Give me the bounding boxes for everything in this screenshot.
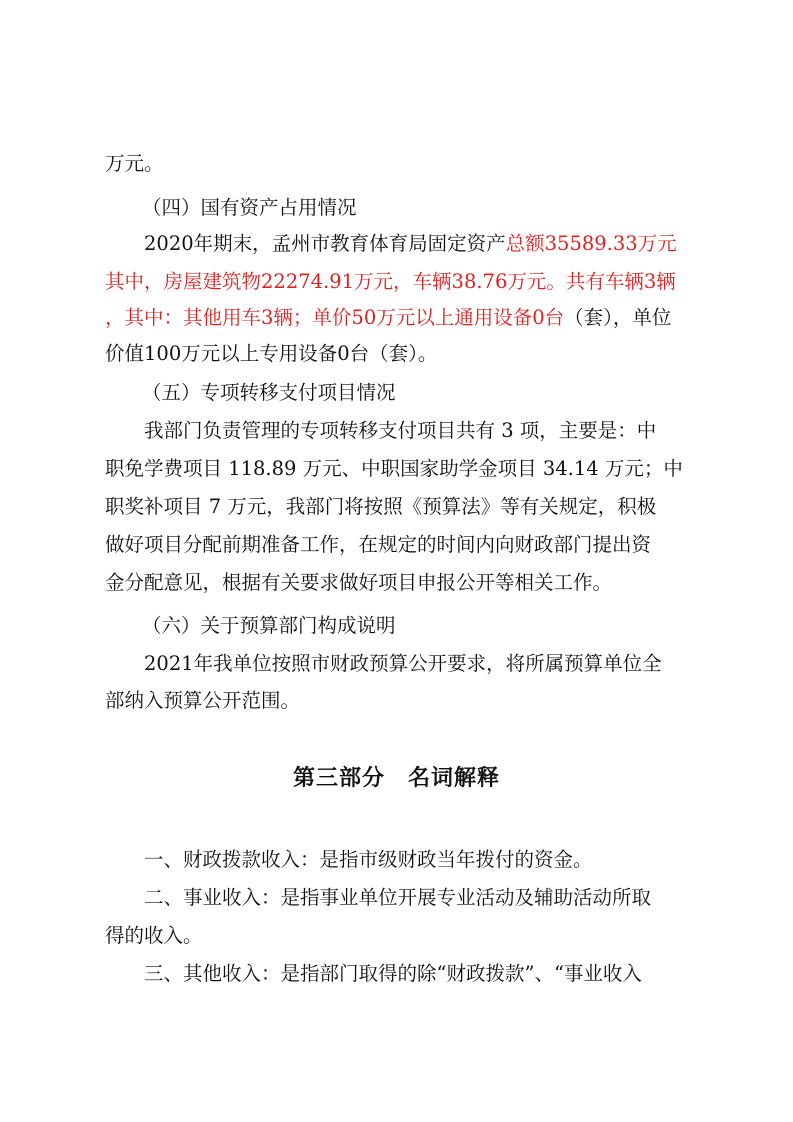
line-segment-highlight: ，其中：其他用车3辆；单价50万元以上通用设备0台 — [105, 306, 565, 329]
text-line-9 — [105, 457, 683, 481]
line-segment: 我部门负责管理的专项转移支付项目共有 3 项，主要是：中 — [144, 419, 657, 442]
text-line-10 — [105, 495, 656, 519]
text-line-18 — [105, 924, 203, 948]
line-segment-highlight: 总额35589.33万元 — [505, 232, 677, 255]
text-line-3 — [144, 232, 677, 256]
line-segment: （四）国有资产占用情况 — [142, 196, 357, 219]
line-segment: （套），单位 — [564, 306, 672, 329]
line-segment: 做好项目分配前期准备工作，在规定的时间内向财政部门提出资 — [105, 533, 652, 556]
text-line-8 — [144, 419, 656, 443]
subheading-five — [142, 381, 396, 405]
line-segment: （五）专项转移支付项目情况 — [142, 381, 396, 404]
line-segment: 金分配意见，根据有关要求做好项目申报公开等相关工作。 — [105, 571, 613, 594]
text-line-6 — [105, 342, 437, 366]
text-line-16 — [144, 848, 593, 872]
line-segment-highlight: 其中，房屋建筑物22274.91万元，车辆38.76万元。共有车辆3辆 — [105, 270, 676, 293]
text-line-15 — [105, 689, 300, 713]
line-segment: 万元。 — [105, 152, 164, 175]
line-segment: （六）关于预算部门构成说明 — [142, 614, 396, 637]
text-line-1 — [105, 152, 164, 176]
line-segment: 2020年期末，孟州市教育体育局固定资产 — [144, 232, 506, 255]
line-segment: 职奖补项目 7 万元，我部门将按照《预算法》等有关规定，积极 — [105, 495, 657, 518]
line-segment: 二、事业收入：是指事业单位开展专业活动及辅助活动所取 — [144, 886, 652, 909]
text-line-4 — [105, 270, 676, 294]
subheading-four — [142, 196, 357, 220]
line-segment: 一、财政拨款收入：是指市级财政当年拨付的资金。 — [144, 848, 593, 871]
line-segment: 部纳入预算公开范围。 — [105, 689, 301, 712]
line-segment: 得的收入。 — [105, 924, 203, 947]
text-line-17 — [144, 886, 651, 910]
text-line-5 — [105, 306, 671, 330]
subheading-six — [142, 614, 396, 638]
line-segment: 价值100万元以上专用设备0台（套）。 — [105, 342, 438, 365]
text-line-19 — [144, 962, 642, 986]
line-segment: 2021年我单位按照市财政预算公开要求，将所属预算单位全 — [144, 652, 662, 675]
text-line-11 — [105, 533, 651, 557]
line-segment: 职免学费项目 118.89 万元、中职国家助学金项目 34.14 万元；中 — [105, 457, 683, 480]
text-line-12 — [105, 571, 612, 595]
section-heading: 第三部分 名词解释 — [292, 766, 500, 791]
line-segment: 三、其他收入：是指部门取得的除“财政拨款”、“事业收入 — [144, 962, 642, 985]
text-line-14 — [144, 652, 662, 676]
